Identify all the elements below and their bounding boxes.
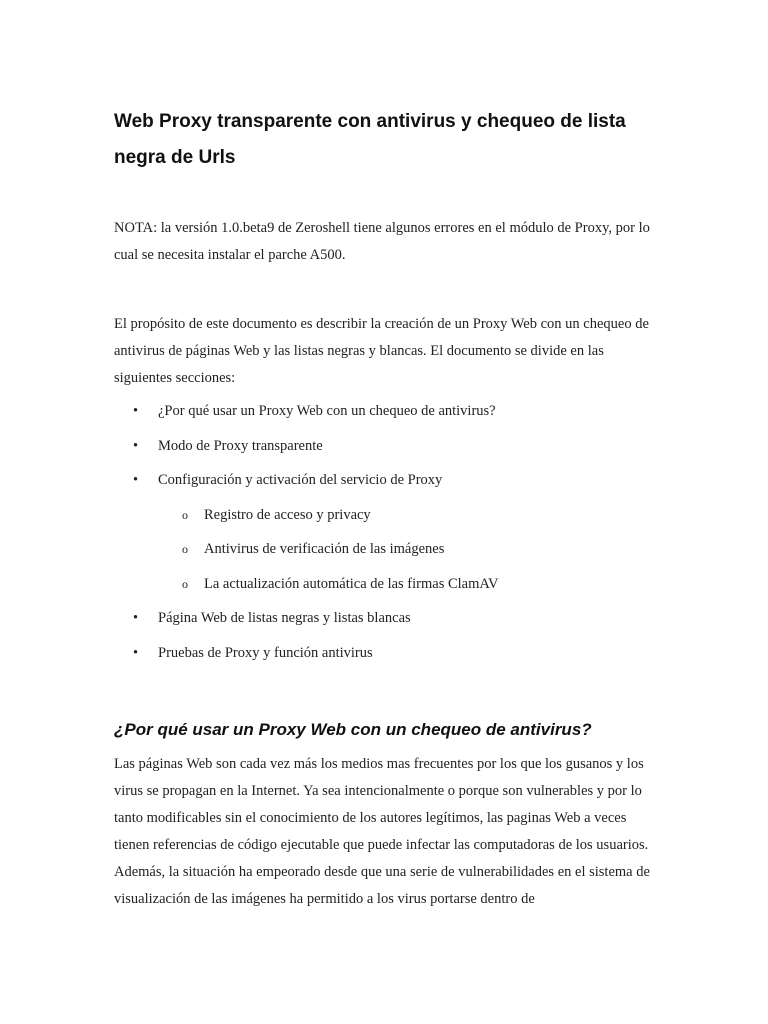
sub-list-item (114, 536, 654, 571)
sub-list-item-text: Antivirus de verificación de las imágenes (204, 541, 445, 557)
sub-bullet-marker: o (182, 542, 188, 556)
document-title: Web Proxy transparente con antivirus y chequeo de lista negra de Urls (114, 111, 626, 168)
list-item (114, 605, 654, 640)
list-item-text: Configuración y activación del servicio de Proxy (158, 472, 443, 488)
bullet-marker: • (133, 437, 139, 454)
bullet-marker: • (133, 644, 139, 661)
section-heading: ¿Por qué usar un Proxy Web con un chequeo de antivirus? (114, 720, 592, 739)
list-item (114, 640, 654, 675)
list-item (114, 398, 654, 433)
bullet-marker: • (133, 610, 139, 626)
list-item-text: ¿Por qué usar un Proxy Web con un chequeo de antivirus? (158, 403, 496, 419)
sub-list-item-text: Registro de acceso y privacy (204, 506, 371, 523)
section-body-paragraph: Las páginas Web son cada vez más los medios mas frecuentes por los que los gusanos y los virus se propagan en la Internet. Ya sea intencionalmente o porque son vulnerables y por lo tanto modificables sin el conocimiento de los autores legítimos, las paginas Web a veces tienen referencias de código ejecutable que puede infectar las computadoras de los usuarios. Además, la situación ha empeorado desde que una serie de vulnerabilidades en el sistema de visualización de las imágenes ha permitido a los virus portarse dentro de (114, 756, 650, 907)
bullet-marker: • (133, 403, 139, 419)
list-item-text: Modo de Proxy transparente (158, 437, 323, 454)
sub-list-item (114, 571, 654, 606)
bullet-marker: • (133, 472, 139, 488)
list-item (114, 433, 654, 468)
note-paragraph: NOTA: la versión 1.0.beta9 de Zeroshell tiene algunos errores en el módulo de Proxy, por lo cual se necesita instalar el parche A500. (114, 220, 650, 263)
sub-list-item (114, 502, 654, 537)
intro-paragraph: El propósito de este documento es describir la creación de un Proxy Web con un chequeo de antivirus de páginas Web y las listas negras y blancas. El documento se divide en las siguientes secciones: (114, 316, 649, 386)
list-item-text: Página Web de listas negras y listas blancas (158, 610, 411, 626)
list-item (114, 467, 654, 502)
sections-list (114, 398, 654, 674)
sub-bullet-marker: o (182, 576, 188, 591)
sub-list-item-text: La actualización automática de las firmas ClamAV (204, 575, 499, 592)
sub-bullet-marker: o (182, 507, 188, 522)
list-item-text: Pruebas de Proxy y función antivirus (158, 644, 373, 661)
